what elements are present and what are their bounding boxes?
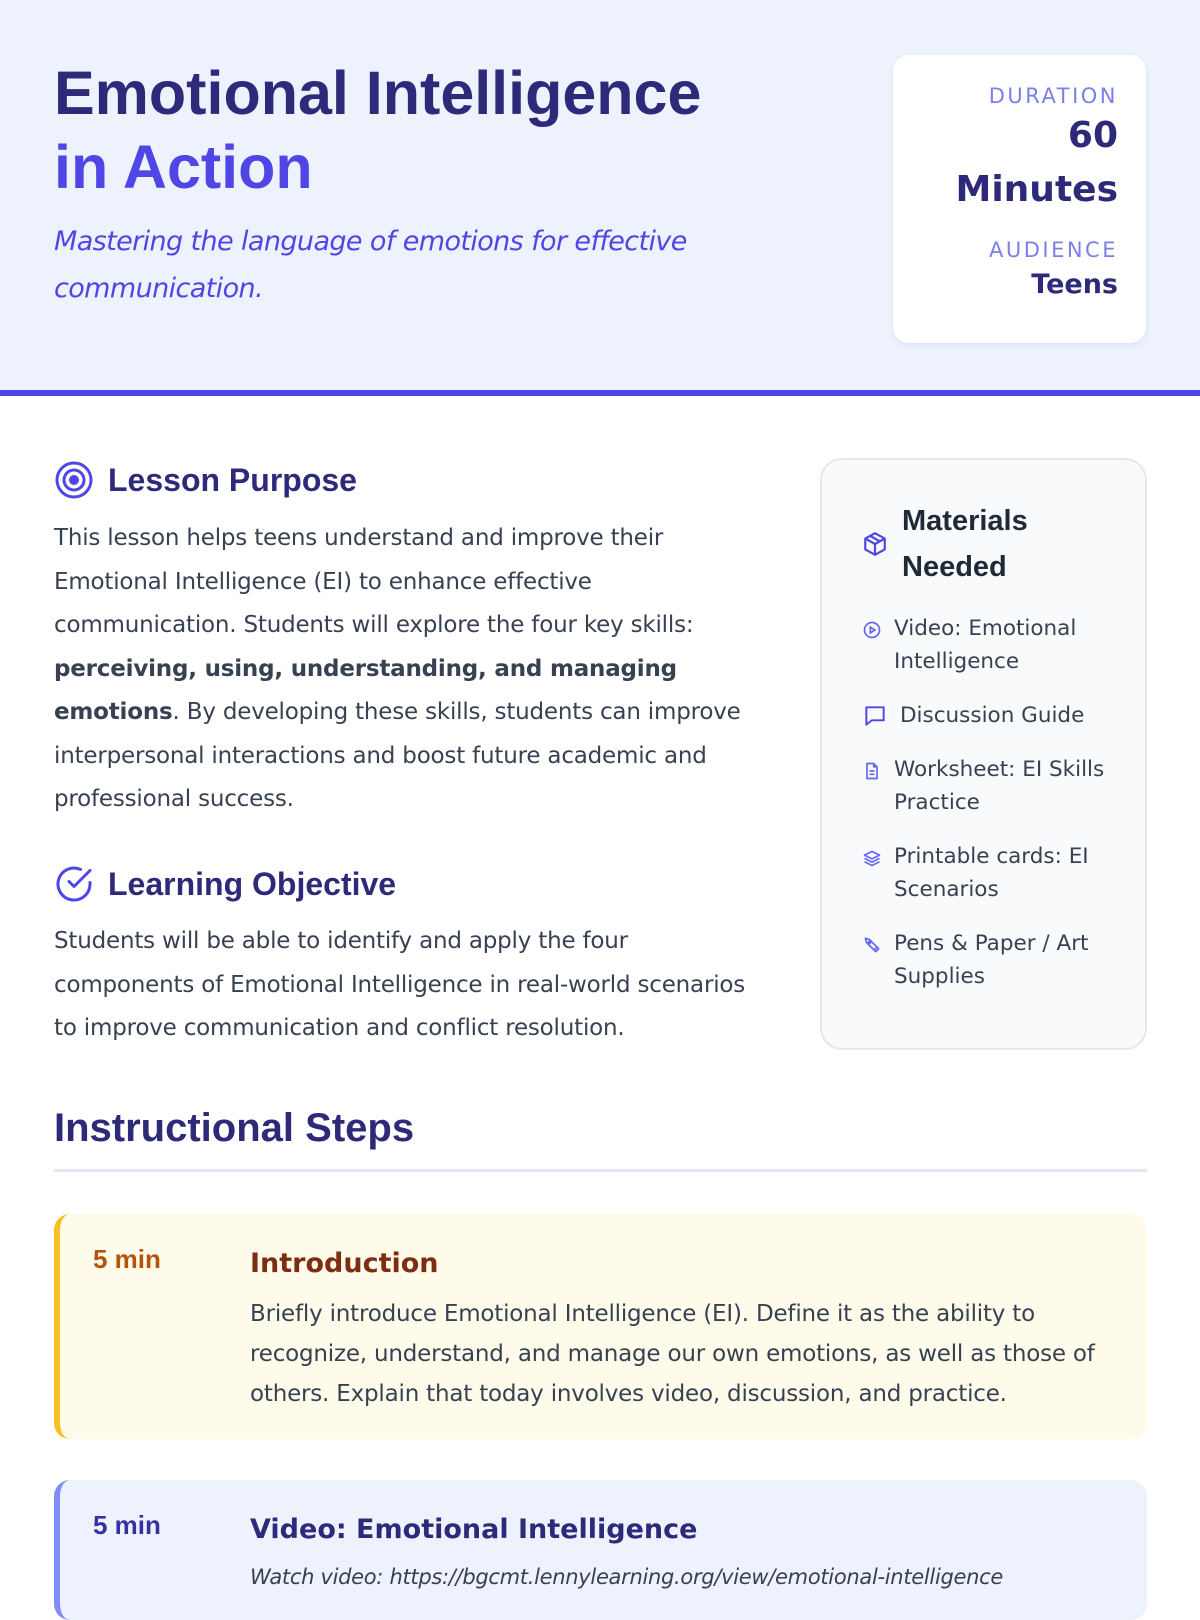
learning-objective-title: Learning Objective: [108, 865, 397, 902]
audience-label: AUDIENCE: [988, 238, 1118, 262]
lesson-meta-card: [893, 55, 1146, 343]
step-card-video: [54, 1480, 1147, 1620]
lesson-purpose-text: This lesson helps teens understand and improve their Emotional Intelligence (EI) to enhance effective communication. Students will explore the four key skills: perceiving, using, understanding, and managing emotions. By developing these skills, students can improve interpersonal interactions and boost future academic and professional success.: [54, 525, 741, 812]
material-item-discussion-guide: Discussion Guide: [862, 699, 1115, 732]
steps-divider: [54, 1169, 1147, 1172]
duration-unit: Minutes: [955, 169, 1118, 210]
lesson-title-line2: in Action: [54, 133, 313, 201]
box-icon: [862, 531, 888, 557]
step-time: 5 min: [93, 1510, 161, 1540]
material-item-video: Video: Emotional Intelligence: [862, 612, 1115, 678]
learning-objective-heading: [54, 864, 396, 904]
layers-icon: [862, 848, 882, 868]
check-circle-icon: [54, 864, 94, 904]
lesson-purpose-title: Lesson Purpose: [108, 461, 357, 498]
learning-objective-text: Students will be able to identify and apply the four components of Emotional Intelligence in real-world scenarios to improve communication and conflict resolution.: [54, 928, 746, 1041]
video-link[interactable]: Watch video: https://bgcmt.lennylearning.org/view/emotional-intelligence: [250, 1565, 1004, 1589]
duration-number: 60: [1067, 115, 1118, 156]
step-card-introduction: [54, 1214, 1147, 1439]
step-time: 5 min: [93, 1244, 161, 1274]
materials-list: [862, 612, 1115, 993]
lesson-title: [54, 56, 814, 204]
play-circle-icon: [862, 620, 882, 640]
lesson-title-line1: Emotional Intelligence: [54, 59, 702, 127]
materials-panel: [820, 458, 1147, 1050]
document-icon: [862, 761, 882, 781]
pen-icon: [862, 935, 882, 955]
duration-value: [893, 109, 1118, 217]
material-item-worksheet: Worksheet: EI Skills Practice: [862, 753, 1115, 819]
lesson-purpose-heading: [54, 460, 357, 500]
audience-value: Teens: [1031, 269, 1118, 300]
material-item-pens-paper: Pens & Paper / Art Supplies: [862, 927, 1115, 993]
lesson-subtitle: Mastering the language of emotions for effective communication.: [54, 226, 687, 304]
step-title: Introduction: [250, 1248, 439, 1279]
material-item-printable-cards: Printable cards: EI Scenarios: [862, 840, 1115, 906]
target-icon: [54, 460, 94, 500]
chat-bubble-icon: [862, 703, 888, 729]
materials-heading: [862, 498, 1115, 590]
instructional-steps-title: Instructional Steps: [54, 1106, 415, 1150]
step-title: Video: Emotional Intelligence: [250, 1514, 698, 1545]
materials-title: Materials Needed: [902, 505, 1028, 583]
key-skills-emphasis: perceiving, using, understanding, and managing emotions: [54, 655, 677, 725]
step-description: Briefly introduce Emotional Intelligence (EI). Define it as the ability to recognize, understand, and manage our own emotions, as well as those of others. Explain that today involves video, discussion, and practice.: [250, 1301, 1095, 1407]
duration-label: DURATION: [988, 84, 1118, 108]
lesson-header: [0, 0, 1200, 396]
